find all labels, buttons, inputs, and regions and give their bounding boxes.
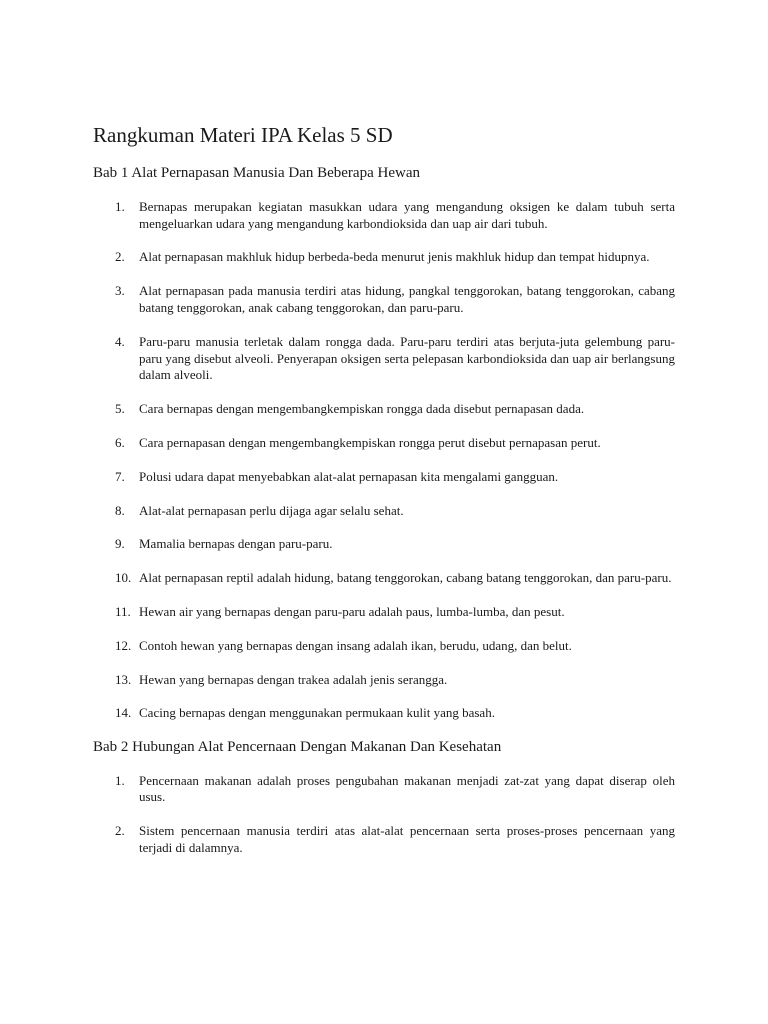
bab1-list (93, 199, 675, 722)
list-item-text: Contoh hewan yang bernapas dengan insang adalah ikan, berudu, udang, dan belut. (139, 637, 572, 653)
list-item-number: 9. (115, 536, 125, 552)
list-item (93, 503, 675, 520)
list-item-number: 3. (115, 283, 125, 299)
list-item-text: Paru-paru manusia terletak dalam rongga dada. Paru-paru terdiri atas berjuta-juta gelembung paru-paru yang disebut alveoli. Penyerapan oksigen serta pelepasan karbondioksida dan uap air berlangsung dalam alveoli. (139, 333, 675, 383)
list-item (93, 401, 675, 418)
list-item-number: 14. (115, 705, 132, 721)
list-item (93, 469, 675, 486)
document-title: Rangkuman Materi IPA Kelas 5 SD (93, 123, 393, 147)
list-item-number: 1. (115, 198, 125, 214)
list-item-number: 11. (115, 603, 131, 619)
list-item-text: Hewan yang bernapas dengan trakea adalah jenis serangga. (139, 671, 448, 687)
list-item-text: Alat pernapasan pada manusia terdiri atas hidung, pangkal tenggorokan, batang tenggorokan, cabang batang tenggorokan, anak cabang tenggorokan, dan paru-paru. (139, 283, 675, 315)
bab2-list (93, 773, 675, 857)
list-item-text: Alat pernapasan reptil adalah hidung, batang tenggorokan, cabang batang tenggorokan, dan paru-paru. (139, 570, 672, 586)
document-page (93, 122, 675, 874)
list-item-text: Cara bernapas dengan mengembangkempiskan rongga dada disebut pernapasan dada. (139, 401, 585, 417)
list-item-text: Bernapas merupakan kegiatan masukkan udara yang mengandung oksigen ke dalam tubuh serta mengeluarkan udara yang mengandung karbondioksida dan uap air dari tubuh. (139, 198, 675, 231)
bab2-heading: Bab 2 Hubungan Alat Pencernaan Dengan Makanan Dan Kesehatan (93, 739, 502, 756)
list-item-text: Alat pernapasan makhluk hidup berbeda-beda menurut jenis makhluk hidup dan tempat hidupnya. (139, 249, 650, 265)
list-item-number: 8. (115, 502, 125, 518)
list-item (93, 283, 675, 317)
list-item (93, 334, 675, 384)
list-item-number: 10. (115, 570, 132, 586)
list-item (93, 672, 675, 689)
list-item-number: 12. (115, 637, 132, 653)
list-item-number: 13. (115, 671, 132, 687)
list-item (93, 249, 675, 266)
list-item-number: 4. (115, 333, 125, 349)
list-item-number: 7. (115, 468, 125, 484)
list-item-number: 2. (115, 249, 125, 265)
list-item-text: Cara pernapasan dengan mengembangkempiskan rongga perut disebut pernapasan perut. (139, 434, 601, 450)
list-item (93, 435, 675, 452)
list-item-text: Hewan air yang bernapas dengan paru-paru adalah paus, lumba-lumba, dan pesut. (139, 603, 565, 619)
list-item (93, 604, 675, 621)
list-item (93, 705, 675, 722)
list-item (93, 199, 675, 233)
bab1-heading: Bab 1 Alat Pernapasan Manusia Dan Beberapa Hewan (93, 165, 420, 182)
list-item (93, 570, 675, 587)
list-item (93, 773, 675, 807)
list-item-number: 1. (115, 772, 125, 788)
list-item (93, 638, 675, 655)
list-item-number: 2. (115, 823, 125, 839)
list-item-number: 5. (115, 401, 125, 417)
list-item-text: Polusi udara dapat menyebabkan alat-alat pernapasan kita mengalami gangguan. (139, 468, 559, 484)
list-item-number: 6. (115, 434, 125, 450)
list-item-text: Mamalia bernapas dengan paru-paru. (139, 536, 333, 552)
list-item (93, 823, 675, 857)
list-item-text: Cacing bernapas dengan menggunakan permukaan kulit yang basah. (139, 705, 495, 721)
list-item-text: Pencernaan makanan adalah proses pengubahan makanan menjadi zat-zat yang dapat diserap oleh usus. (139, 772, 675, 805)
list-item-text: Sistem pencernaan manusia terdiri atas alat-alat pencernaan serta proses-proses pencernaan yang terjadi di dalamnya. (139, 823, 675, 855)
list-item-text: Alat-alat pernapasan perlu dijaga agar selalu sehat. (139, 502, 404, 518)
list-item (93, 536, 675, 553)
